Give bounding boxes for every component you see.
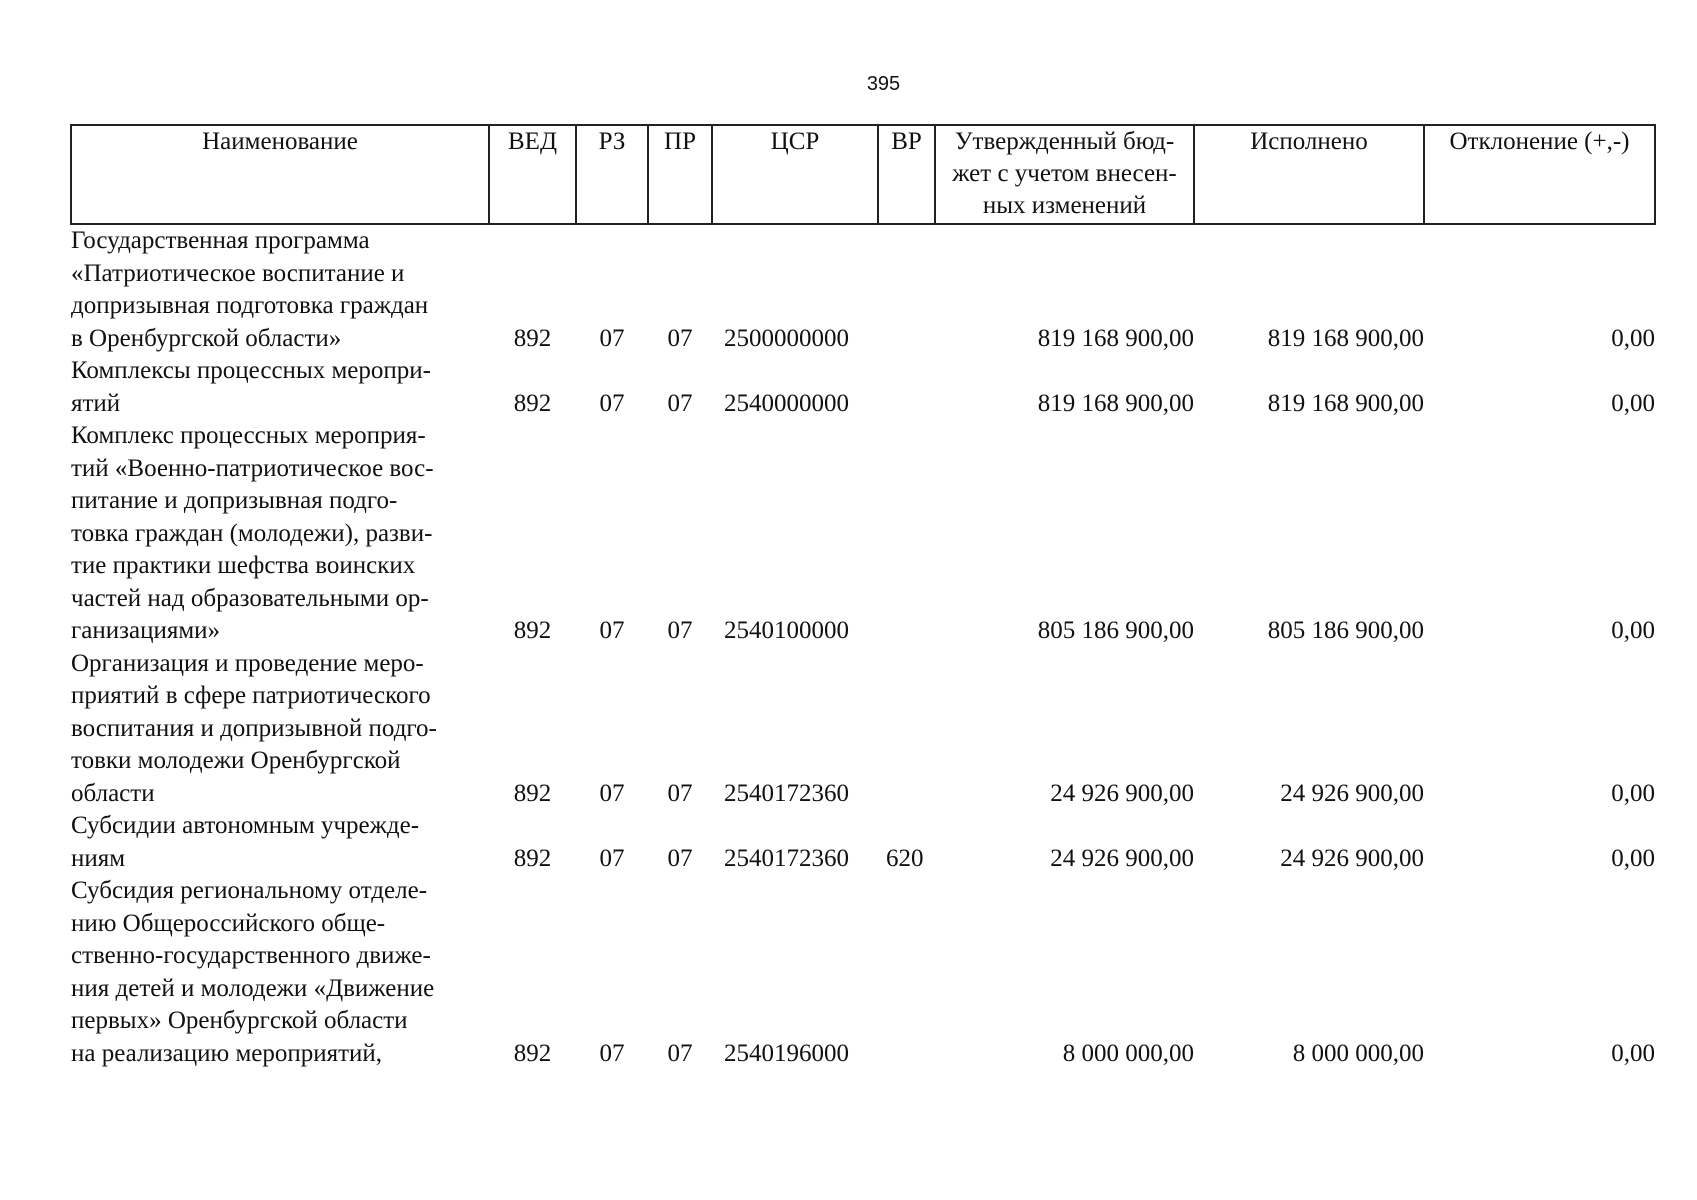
- cell-name: [71, 420, 489, 648]
- cell-name-line: ниям: [71, 844, 126, 872]
- header-vr: ВР: [878, 125, 935, 224]
- cell-approved: 24 926 900,00: [1050, 779, 1194, 807]
- table-row: [71, 810, 1655, 875]
- cell-rz: 07: [599, 324, 625, 352]
- cell-csr: 2540000000: [724, 389, 849, 417]
- cell-csr: 2500000000: [724, 324, 849, 352]
- cell-name-line: в Оренбургской области»: [71, 324, 342, 352]
- cell-deviation: 0,00: [1611, 1039, 1655, 1067]
- cell-approved: 8 000 000,00: [1062, 1039, 1194, 1067]
- cell-rz: 07: [599, 389, 625, 417]
- cell-name-line: первых» Оренбургской области: [71, 1007, 408, 1034]
- cell-pr: 07: [667, 324, 693, 352]
- header-name: Наименование: [71, 125, 489, 224]
- cell-csr: 2540100000: [724, 617, 849, 644]
- cell-vr: [878, 420, 935, 648]
- cell-executed: 24 926 900,00: [1280, 844, 1424, 872]
- cell-deviation: 0,00: [1611, 389, 1655, 417]
- cell-name-line: ственно-государственного движе-: [71, 942, 431, 969]
- cell-ved: 892: [513, 1039, 552, 1067]
- cell-name-line: воспитания и допризывной подго-: [71, 714, 437, 742]
- table-row: [71, 648, 1655, 811]
- cell-vr: [878, 224, 935, 355]
- cell-pr: 07: [667, 844, 693, 872]
- cell-deviation: 0,00: [1611, 324, 1655, 352]
- cell-ved: 892: [513, 389, 552, 417]
- cell-approved: 819 168 900,00: [1037, 324, 1194, 352]
- cell-csr: 2540172360: [724, 844, 849, 872]
- cell-rz: 07: [599, 844, 625, 872]
- cell-name-line: товки молодежи Оренбургской: [71, 747, 401, 774]
- cell-pr: 07: [667, 1039, 693, 1067]
- page-number: 395: [866, 73, 901, 95]
- cell-name: [71, 810, 489, 875]
- cell-approved: 819 168 900,00: [1037, 389, 1194, 417]
- cell-vr: [878, 648, 935, 811]
- cell-name-line: тий «Военно-патриотическое вос-: [71, 454, 434, 482]
- cell-name-line: тие практики шефства воинских: [71, 552, 416, 579]
- cell-ved: 892: [513, 617, 552, 644]
- cell-ved: 892: [513, 324, 552, 352]
- header-ved: ВЕД: [489, 125, 576, 224]
- cell-name-line: Субсидии автономным учрежде-: [71, 812, 420, 839]
- header-approved-line: Утвержденный бюд-: [954, 128, 1175, 155]
- cell-rz: 07: [599, 779, 625, 807]
- cell-name-line: Организация и проведение меро-: [71, 649, 424, 677]
- budget-table: [70, 124, 1656, 1070]
- cell-name-line: нию Общероссийского обще-: [71, 909, 386, 937]
- cell-pr: 07: [667, 389, 693, 417]
- cell-deviation: 0,00: [1611, 779, 1655, 807]
- header-deviation: Отклонение (+,-): [1424, 125, 1655, 224]
- cell-vr: [878, 875, 935, 1070]
- cell-name-line: Субсидия региональному отделе-: [71, 877, 428, 904]
- table-header-row: [71, 125, 1655, 224]
- table-row: [71, 420, 1655, 648]
- cell-deviation: 0,00: [1611, 844, 1655, 872]
- cell-name-line: Комплексы процессных меропри-: [71, 357, 431, 384]
- cell-approved: 24 926 900,00: [1050, 844, 1194, 872]
- header-pr: ПР: [648, 125, 712, 224]
- cell-name-line: ганизациями»: [71, 617, 221, 644]
- cell-name-line: питание и допризывная подго-: [71, 487, 398, 514]
- cell-csr: 2540196000: [724, 1039, 849, 1067]
- table-row: [71, 224, 1655, 355]
- cell-name-line: товка граждан (молодежи), разви-: [71, 519, 433, 547]
- cell-name-line: допризывная подготовка граждан: [71, 292, 429, 319]
- cell-executed: 24 926 900,00: [1280, 779, 1424, 807]
- cell-executed: 8 000 000,00: [1292, 1039, 1424, 1067]
- cell-name-line: приятий в сфере патриотического: [71, 682, 431, 709]
- header-rz: РЗ: [576, 125, 648, 224]
- cell-pr: 07: [667, 779, 693, 807]
- cell-name-line: ятий: [71, 389, 121, 417]
- cell-name: [71, 875, 489, 1070]
- cell-name-line: Комплекс процессных мероприя-: [71, 422, 426, 449]
- cell-ved: 892: [513, 779, 552, 807]
- cell-name: [71, 224, 489, 355]
- table-row: [71, 875, 1655, 1070]
- cell-name-line: «Патриотическое воспитание и: [71, 259, 405, 287]
- cell-vr: [878, 355, 935, 420]
- cell-ved: 892: [513, 844, 552, 872]
- table-row: [71, 355, 1655, 420]
- cell-name-line: области: [71, 779, 155, 807]
- table-body: [71, 224, 1655, 1070]
- cell-rz: 07: [599, 1039, 625, 1067]
- header-executed: Исполнено: [1194, 125, 1424, 224]
- cell-name: [71, 648, 489, 811]
- cell-executed: 805 186 900,00: [1267, 617, 1424, 644]
- cell-rz: 07: [599, 617, 625, 644]
- cell-pr: 07: [667, 617, 693, 644]
- header-approved-budget: [935, 125, 1194, 224]
- cell-name: [71, 355, 489, 420]
- cell-csr: 2540172360: [724, 779, 849, 807]
- cell-deviation: 0,00: [1611, 617, 1655, 644]
- cell-name-line: Государственная программа: [71, 227, 370, 254]
- cell-name-line: ния детей и молодежи «Движение: [71, 974, 435, 1002]
- header-approved-line: жет с учетом внесен-: [952, 160, 1177, 187]
- cell-name-line: частей над образовательными ор-: [71, 584, 429, 612]
- cell-executed: 819 168 900,00: [1267, 324, 1424, 352]
- header-csr: ЦСР: [712, 125, 878, 224]
- cell-vr: 620: [886, 844, 924, 872]
- header-approved-line: ных изменений: [982, 192, 1147, 219]
- cell-executed: 819 168 900,00: [1267, 389, 1424, 417]
- cell-approved: 805 186 900,00: [1037, 617, 1194, 644]
- cell-name-line: на реализацию мероприятий,: [71, 1039, 383, 1067]
